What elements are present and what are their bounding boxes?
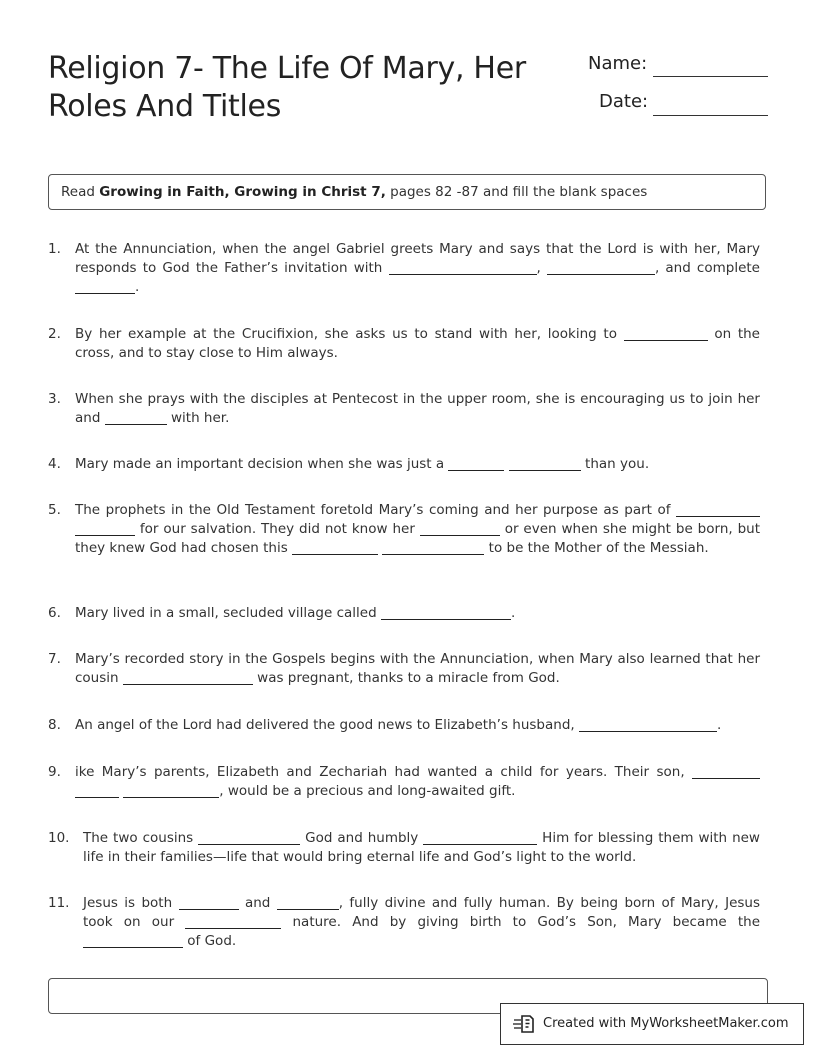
answer-blank[interactable] — [676, 502, 760, 517]
answer-blank[interactable] — [692, 764, 760, 779]
answer-blank[interactable] — [123, 783, 219, 798]
question-6 — [48, 604, 760, 623]
question-text: An angel of the Lord had delivered the good news to Elizabeth’s husband, — [75, 717, 579, 733]
question-2 — [48, 325, 760, 363]
answer-blank[interactable] — [423, 830, 537, 845]
question-text: By her example at the Crucifixion, she asks us to stand with her, looking to — [75, 326, 624, 342]
question-number: 11. — [48, 895, 70, 911]
question-text: . — [510, 605, 516, 621]
answer-blank[interactable] — [292, 540, 378, 555]
question-number: 4. — [48, 456, 61, 472]
question-number: 8. — [48, 717, 61, 733]
instructions-book-title: Growing in Faith, Growing in Christ 7, — [99, 184, 386, 200]
answer-blank[interactable] — [105, 410, 167, 425]
question-text: God and humbly — [300, 830, 424, 846]
answer-blank[interactable] — [179, 895, 239, 910]
question-8 — [48, 716, 760, 735]
name-label: Name: — [588, 53, 648, 74]
question-text: . — [135, 279, 140, 295]
date-field-line[interactable] — [653, 115, 768, 116]
answer-blank[interactable] — [83, 933, 183, 948]
name-field-line[interactable] — [653, 76, 768, 77]
question-text: and — [238, 895, 277, 911]
question-text: At the Annunciation, when the angel Gabriel greets Mary and says that the Lord is with her, Mary responds to God the Father’s invitation with — [75, 241, 760, 276]
question-text: of God. — [183, 933, 237, 949]
question-text: . — [716, 717, 722, 733]
credit-badge[interactable] — [500, 1003, 804, 1045]
question-number: 6. — [48, 605, 61, 621]
question-text: When she prays with the disciples at Pentecost in the upper room, she is encouraging us to join her and — [75, 391, 760, 426]
question-number: 1. — [48, 241, 61, 257]
question-10 — [48, 829, 760, 867]
answer-blank[interactable] — [277, 895, 339, 910]
question-number: 2. — [48, 326, 61, 342]
question-number: 10. — [48, 830, 70, 846]
instructions-suffix: pages 82 -87 and fill the blank spaces — [385, 184, 648, 200]
answer-blank[interactable] — [509, 456, 581, 471]
question-text: was pregnant, thanks to a miracle from God. — [252, 670, 560, 686]
answer-blank[interactable] — [381, 605, 511, 620]
answer-blank[interactable] — [382, 540, 484, 555]
question-4 — [48, 455, 760, 474]
answer-blank[interactable] — [75, 279, 135, 294]
answer-blank[interactable] — [448, 456, 504, 471]
question-text: , fully divine and fully human. By being born of Mary, Jesus took on our — [83, 895, 761, 930]
question-text: ike Mary’s parents, Elizabeth and Zechariah had wanted a child for years. Their son, — [75, 764, 692, 780]
answer-blank[interactable] — [547, 260, 655, 275]
answer-blank[interactable] — [624, 326, 708, 341]
worksheet-maker-logo-icon — [513, 1013, 535, 1035]
instructions-box — [48, 174, 766, 210]
question-text: to be the Mother of the Messiah. — [484, 540, 709, 556]
question-number: 7. — [48, 651, 61, 667]
question-text: Mary made an important decision when she was just a — [75, 456, 449, 472]
answer-blank[interactable] — [123, 670, 253, 685]
credit-text: Created with MyWorksheetMaker.com — [543, 1016, 789, 1031]
question-text: Mary lived in a small, secluded village called — [75, 605, 381, 621]
question-3 — [48, 390, 760, 428]
instructions-prefix: Read — [61, 184, 100, 200]
question-text: The prophets in the Old Testament foretold Mary’s coming and her purpose as part of — [75, 502, 676, 518]
question-5 — [48, 501, 760, 558]
question-number: 5. — [48, 502, 61, 518]
question-text: for our salvation. They did not know her — [135, 521, 420, 537]
question-1 — [48, 240, 760, 297]
answer-blank[interactable] — [198, 830, 300, 845]
question-number: 3. — [48, 391, 61, 407]
answer-blank[interactable] — [75, 783, 119, 798]
answer-blank[interactable] — [420, 521, 500, 536]
answer-blank[interactable] — [185, 914, 281, 929]
question-text: on the cross, and to stay close to Him always. — [75, 326, 760, 361]
question-text: Him for blessing them with new life in their families—life that would bring eternal life and God’s light to the world. — [83, 830, 760, 865]
answer-blank[interactable] — [579, 717, 717, 732]
question-text: , — [536, 260, 547, 276]
question-text: , would be a precious and long-awaited gift. — [219, 783, 516, 799]
question-text: Mary’s recorded story in the Gospels begins with the Annunciation, when Mary also learned that her cousin — [75, 651, 760, 686]
question-text: or even when she might be born, but they knew God had chosen this — [75, 521, 760, 556]
question-text: Jesus is both — [83, 895, 179, 911]
question-9 — [48, 763, 760, 801]
answer-blank[interactable] — [75, 521, 135, 536]
question-text: The two cousins — [83, 830, 199, 846]
question-text: than you. — [580, 456, 650, 472]
question-text: nature. And by giving birth to God’s Son, Mary became the — [281, 914, 761, 930]
question-number: 9. — [48, 764, 61, 780]
question-text: with her. — [166, 410, 230, 426]
question-text: , and complete — [654, 260, 760, 276]
question-7 — [48, 650, 760, 688]
date-label: Date: — [599, 91, 649, 112]
question-11 — [48, 894, 760, 951]
worksheet-title: Religion 7- The Life Of Mary, Her Roles And Titles — [48, 51, 526, 124]
answer-blank[interactable] — [389, 260, 537, 275]
